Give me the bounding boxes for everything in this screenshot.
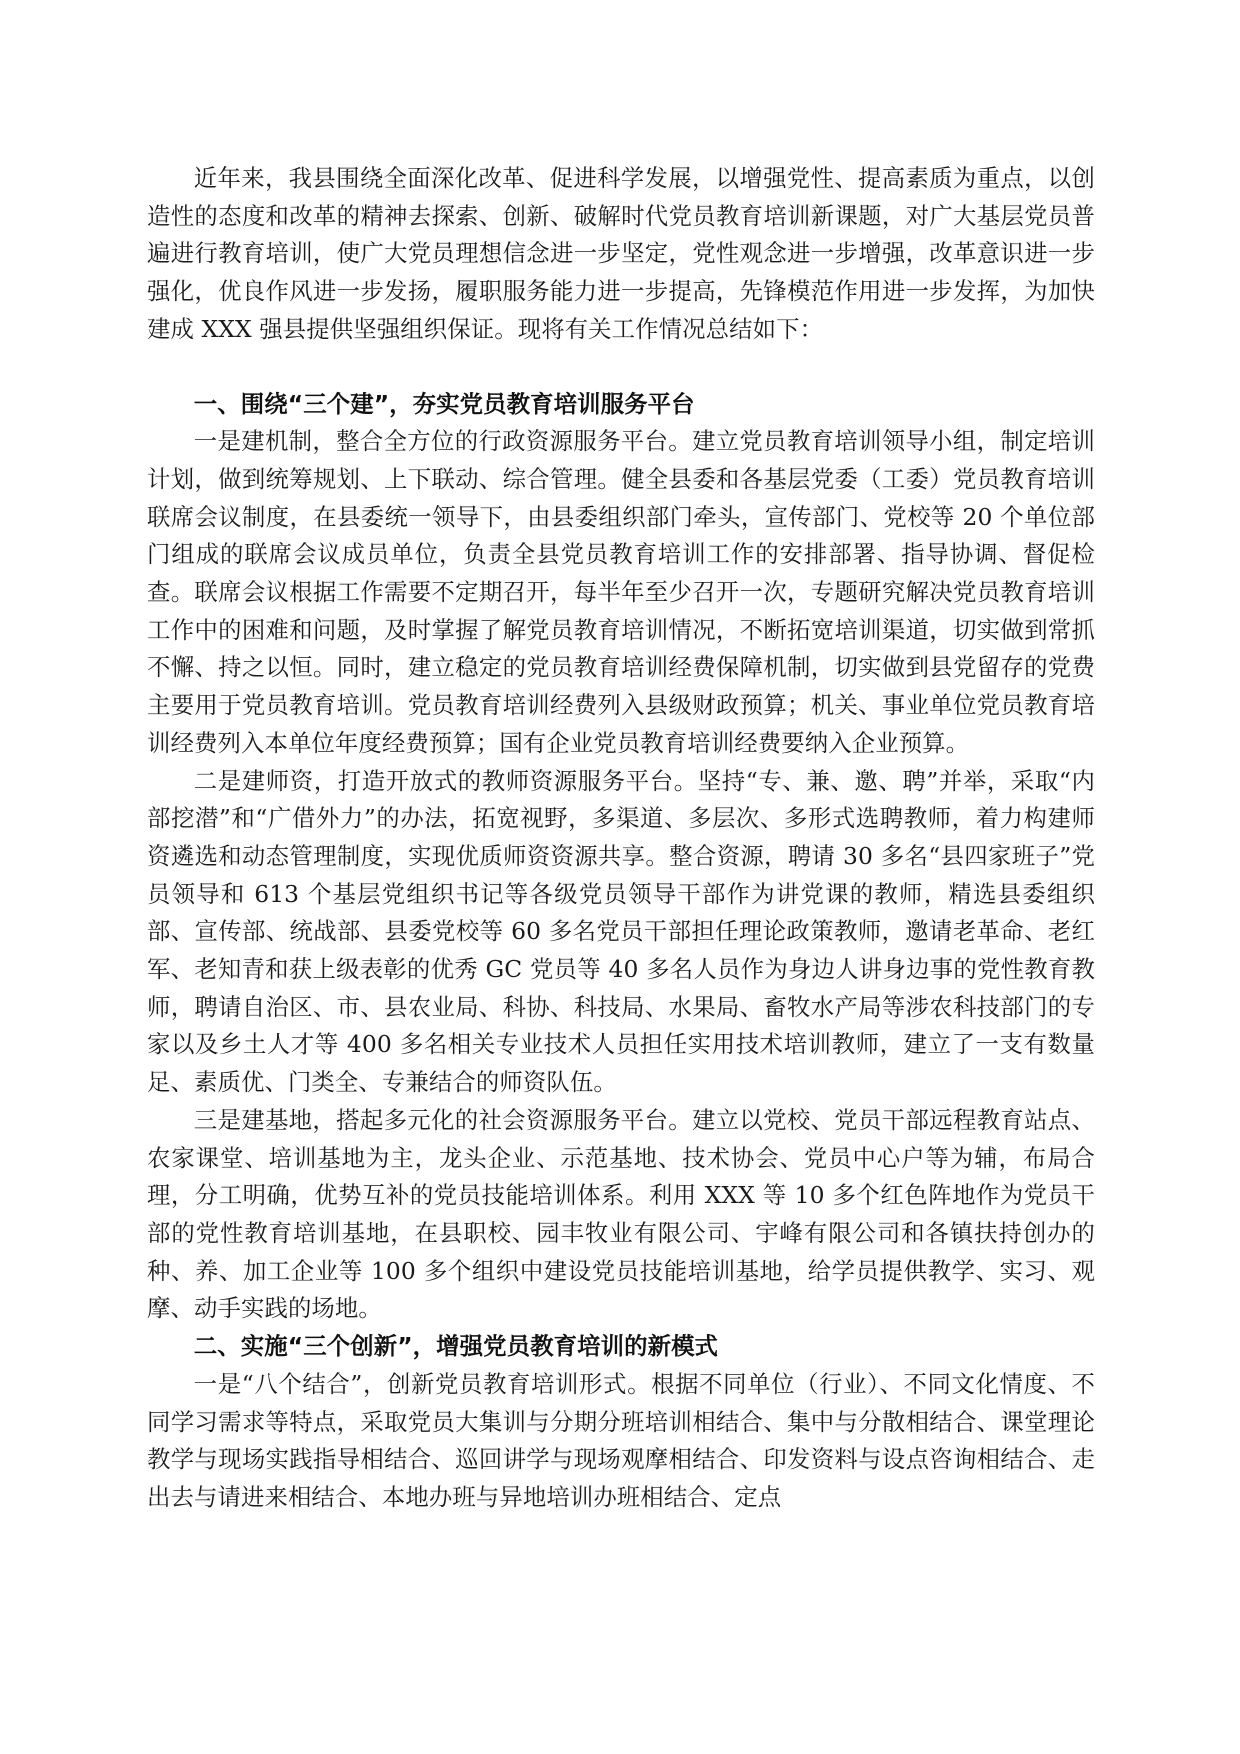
section-spacer bbox=[147, 349, 1095, 386]
section2-paragraph-1: 一是“八个结合”，创新党员教育培训形式。根据不同单位（行业）、不同文化情度、不同学习需求等特点，采取党员大集训与分期分班培训相结合、集中与分散相结合、课堂理论教学与现场实践指导相结合、巡回讲学与现场观摩相结合、印发资料与设点咨询相结合、走出去与请进来相结合、本地办班与异地培训办班相结合、定点 bbox=[147, 1369, 1095, 1511]
section1-paragraph-3: 三是建基地，搭起多元化的社会资源服务平台。建立以党校、党员干部远程教育站点、农家课堂、培训基地为主，龙头企业、示范基地、技术协会、党员中心户等为辅，布局合理，分工明确，优势互补的党员技能培训体系。利用 XXX 等 10 多个红色阵地作为党员干部的党性教育培训基地，在县职校、园丰牧业有限公司、宇峰有限公司和各镇扶持创办的种、养、加工企业等 100 多个组织中建设党员技能培训基地，给学员提供教学、实习、观摩、动手实践的场地。 bbox=[147, 1105, 1095, 1323]
section1-paragraph-2: 二是建师资，打造开放式的教师资源服务平台。坚持“专、兼、邀、聘”并举，采取“内部挖潜”和“广借外力”的办法，拓宽视野，多渠道、多层次、多形式选聘教师，着力构建师资遴选和动态管理制度，实现优质师资资源共享。整合资源，聘请 30 多名“县四家班子”党员领导和 613 个基层党组织书记等各级党员领导干部作为讲党课的教师，精选县委组织部、宣传部、统战部、县委党校等 60 多名党员干部担任理论政策教师，邀请老革命、老红军、老知青和获上级表彰的优秀 GC 党员等 40 多名人员作为身边人讲身边事的党性教育教师，聘请自治区、市、县农业局、科协、科技局、水果局、畜牧水产局等涉农科技部门的专家以及乡土人才等 400 多名相关专业技术人员担任实用技术培训教师，建立了一支有数量足、素质优、门类全、专兼结合的师资队伍。 bbox=[147, 766, 1095, 1097]
section1-heading: 一、围绕“三个建”，夯实党员教育培训服务平台 bbox=[193, 389, 695, 418]
section2-heading: 二、实施“三个创新”，增强党员教育培训的新模式 bbox=[193, 1332, 719, 1361]
intro-paragraph: 近年来，我县围绕全面深化改革、促进科学发展，以增强党性、提高素质为重点，以创造性的态度和改革的精神去探索、创新、破解时代党员教育培训新课题，对广大基层党员普遍进行教育培训，使广大党员理想信念进一步坚定，党性观念进一步增强，改革意识进一步强化，优良作风进一步发扬，履职服务能力进一步提高，先锋模范作用进一步发挥，为加快建成 XXX 强县提供坚强组织保证。现将有关工作情况总结如下： bbox=[147, 164, 1095, 343]
document-body bbox=[147, 160, 1095, 1517]
section1-paragraph-1: 一是建机制，整合全方位的行政资源服务平台。建立党员教育培训领导小组，制定培训计划，做到统筹规划、上下联动、综合管理。健全县委和各基层党委（工委）党员教育培训联席会议制度，在县委统一领导下，由县委组织部门牵头，宣传部门、党校等 20 个单位部门组成的联席会议成员单位，负责全县党员教育培训工作的安排部署、指导协调、督促检查。联席会议根据工作需要不定期召开，每半年至少召开一次，专题研究解决党员教育培训工作中的困难和问题，及时掌握了解党员教育培训情况，不断拓宽培训渠道，切实做到常抓不懈、持之以恒。同时，建立稳定的党员教育培训经费保障机制，切实做到县党留存的党费主要用于党员教育培训。党员教育培训经费列入县级财政预算；机关、事业单位党员教育培训经费列入本单位年度经费预算；国有企业党员教育培训经费要纳入企业预算。 bbox=[147, 427, 1095, 757]
